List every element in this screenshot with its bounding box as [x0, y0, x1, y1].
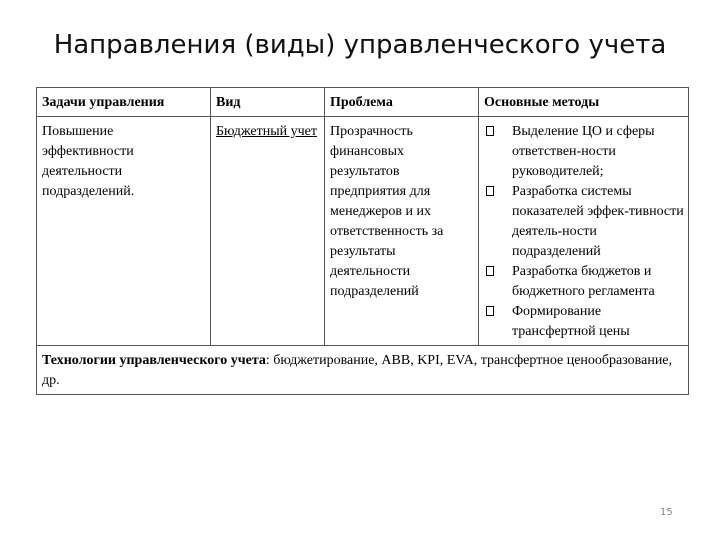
header-tasks: Задачи управления: [37, 88, 211, 117]
footer-label: Технологии управленческого учета: [42, 353, 266, 368]
bullet-box-icon: [486, 306, 494, 316]
cell-problem: Прозрачность финансовых результатов предприятия для менеджеров и их ответственность за результаты деятельности подразделений: [325, 117, 479, 346]
slide-title: Направления (виды) управленческого учета: [53, 30, 667, 60]
list-item: [484, 302, 684, 342]
header-problem: Проблема: [325, 88, 479, 117]
management-accounting-table: [36, 87, 689, 395]
table-footer-row: [37, 346, 689, 395]
list-item: [484, 122, 684, 182]
header-methods: Основные методы: [479, 88, 689, 117]
table-row: [37, 117, 689, 346]
cell-task: Повышение эффективности деятельности подразделений.: [37, 117, 211, 346]
method-text: Выделение ЦО и сферы ответствен-ности руководителей;: [512, 124, 655, 179]
method-text: Разработка системы показателей эффек-тивности деятель-ности подразделений: [512, 184, 684, 259]
type-link-text: Бюджетный учет: [216, 124, 317, 139]
footer-cell: [37, 346, 689, 395]
bullet-box-icon: [486, 186, 494, 196]
header-type: Вид: [211, 88, 325, 117]
method-text: Разработка бюджетов и бюджетного регламента: [512, 264, 655, 299]
methods-list: [484, 122, 684, 342]
cell-methods: [479, 117, 689, 346]
list-item: [484, 262, 684, 302]
method-text: Формирование трансфертной цены: [512, 304, 630, 339]
page-number: 15: [660, 507, 673, 518]
bullet-box-icon: [486, 126, 494, 136]
footer-text: : бюджетирование, ABB, KPI, EVA, трансфертное ценообразование, др.: [42, 353, 673, 388]
table-header-row: [37, 88, 689, 117]
cell-type: [211, 117, 325, 346]
bullet-box-icon: [486, 266, 494, 276]
list-item: [484, 182, 684, 262]
